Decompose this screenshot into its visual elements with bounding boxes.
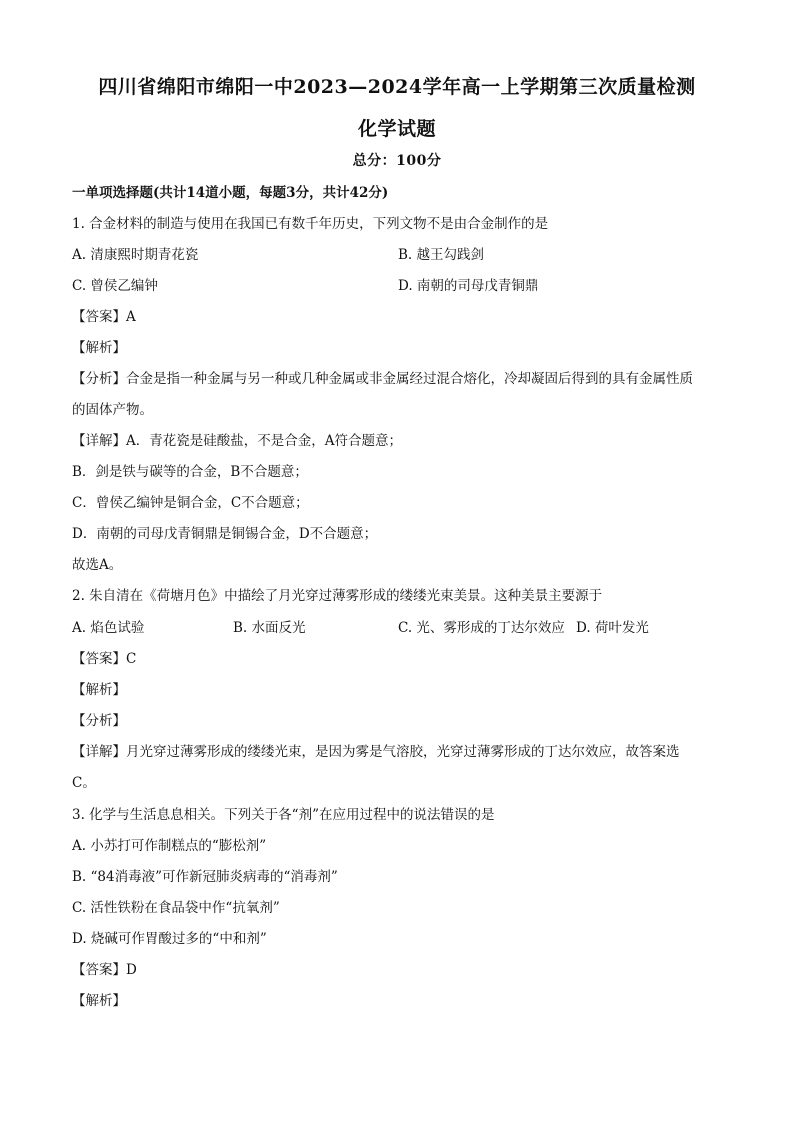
question-2-option-c: C. 光、雾形成的丁达尔效应	[398, 620, 565, 636]
question-3-option-a: A. 小苏打可作制糕点的“膨松剂”	[72, 838, 267, 854]
question-1-stem: 1. 合金材料的制造与使用在我国已有数千年历史，下列文物不是由合金制作的是	[72, 216, 549, 232]
question-1-option-b: B. 越王勾践剑	[398, 247, 485, 263]
question-2-option-a: A. 焰色试验	[72, 620, 145, 636]
question-3-answer: 【答案】D	[72, 962, 137, 978]
question-2-stem: 2. 朱自清在《荷塘月色》中描绘了月光穿过薄雾形成的缕缕光束美景。这种美景主要源于	[72, 588, 603, 604]
question-1-conclusion: 故选A。	[72, 557, 123, 573]
question-1-option-a: A. 清康熙时期青花瓷	[72, 247, 199, 263]
question-3-option-d: D. 烧碱可作胃酸过多的“中和剂”	[72, 931, 267, 947]
question-1-detail-c: C．曾侯乙编钟是铜合金，C不合题意；	[72, 495, 309, 511]
document-title: 四川省绵阳市绵阳一中2023—2024学年高一上学期第三次质量检测	[98, 76, 696, 98]
question-3-analysis-label: 【解析】	[72, 993, 126, 1009]
question-1-detail-a: 【详解】A．青花瓷是硅酸盐，不是合金，A符合题意；	[72, 433, 402, 449]
question-2-answer: 【答案】C	[72, 651, 137, 667]
document-subtitle: 化学试题	[357, 118, 436, 140]
question-2-fenxi: 【分析】	[72, 713, 126, 729]
question-1-answer: 【答案】A	[72, 309, 136, 325]
question-2-analysis-label: 【解析】	[72, 682, 126, 698]
question-1-detail-d: D．南朝的司母戊青铜鼎是铜锡合金，D不合题意；	[72, 526, 378, 542]
question-3-option-b: B. “84消毒液”可作新冠肺炎病毒的“消毒剂”	[72, 869, 338, 885]
section-heading: 一单项选择题(共计14道小题，每题3分，共计42分)	[72, 185, 389, 201]
question-3-stem: 3. 化学与生活息息相关。下列关于各“剂”在应用过程中的说法错误的是	[72, 807, 495, 823]
question-1-option-d: D. 南朝的司母戊青铜鼎	[398, 278, 539, 294]
question-1-fenxi-line-2: 的固体产物。	[72, 402, 153, 418]
total-score: 总分：100分	[352, 153, 442, 169]
question-2-detail-line-1: 【详解】月光穿过薄雾形成的缕缕光束，是因为雾是气溶胶，光穿过薄雾形成的丁达尔效应，故答案选	[72, 744, 680, 760]
question-2-option-b: B. 水面反光	[233, 620, 306, 636]
question-1-option-c: C. 曾侯乙编钟	[72, 278, 158, 294]
question-1-analysis-label: 【解析】	[72, 340, 126, 356]
question-1-fenxi-line-1: 【分析】合金是指一种金属与另一种或几种金属或非金属经过混合熔化，冷却凝固后得到的具有金属性质	[72, 371, 693, 387]
question-1-detail-b: B．剑是铁与碳等的合金，B不合题意；	[72, 464, 308, 480]
question-2-option-d: D. 荷叶发光	[576, 620, 649, 636]
question-2-detail-line-2: C。	[72, 775, 96, 791]
question-3-option-c: C. 活性铁粉在食品袋中作“抗氧剂”	[72, 900, 280, 916]
